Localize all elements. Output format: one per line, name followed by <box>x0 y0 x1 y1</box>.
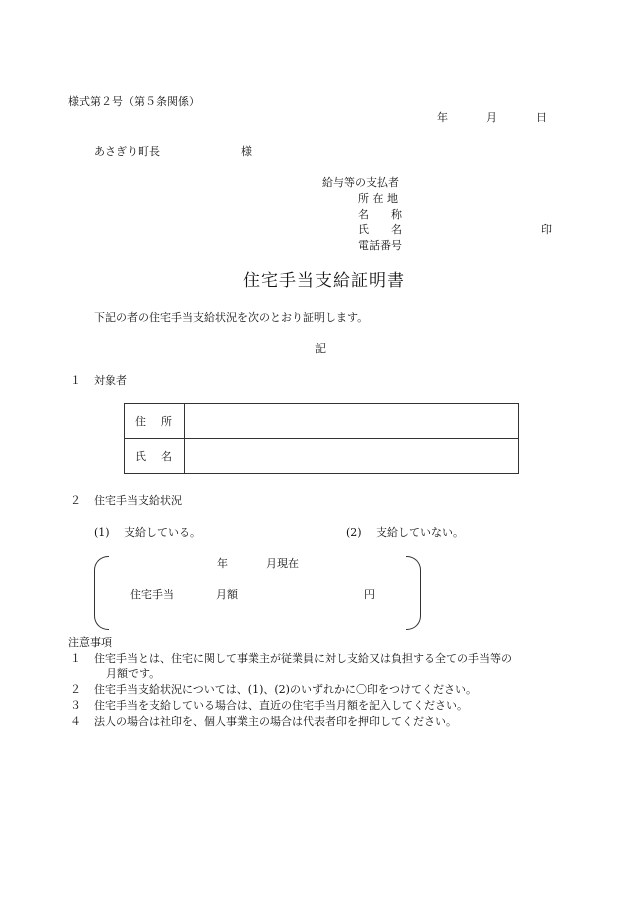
note-number: ２ <box>70 683 81 696</box>
subject-table <box>124 403 519 474</box>
note-number: ３ <box>70 699 81 712</box>
note-text-continued: 月額です。 <box>106 667 161 680</box>
table-row <box>125 404 519 439</box>
note-text: 住宅手当とは、住宅に関して事業主が従業員に対し支給又は負担する全ての手当等の <box>94 652 512 665</box>
status-month-current: 月現在 <box>266 557 299 570</box>
name-label: 氏 名 <box>125 439 185 474</box>
note-text: 法人の場合は社印を、個人事業主の場合は代表者印を押印してください。 <box>94 715 457 728</box>
bracket-left <box>94 556 109 630</box>
note-text: 住宅手当を支給している場合は、直近の住宅手当月額を記入してください。 <box>94 699 468 712</box>
addressee-honorific: 様 <box>241 145 252 158</box>
section2-number: ２ <box>70 494 81 507</box>
monthly-label: 月額 <box>216 588 238 601</box>
section1-number: １ <box>70 374 81 387</box>
option1-number: (1) <box>94 526 110 539</box>
payer-person-label: 氏 名 <box>358 223 402 236</box>
name-field[interactable] <box>185 439 519 474</box>
payer-heading: 給与等の支払者 <box>322 176 399 189</box>
yen-label: 円 <box>364 588 375 601</box>
notes-heading: 注意事項 <box>68 636 112 649</box>
form-number: 様式第２号（第５条関係） <box>68 95 200 108</box>
addressee-mayor: あさぎり町長 <box>94 145 160 158</box>
address-field[interactable] <box>185 404 519 439</box>
allowance-label: 住宅手当 <box>130 588 174 601</box>
date-month-label: 月 <box>486 111 497 124</box>
option2-text: 支給していない。 <box>376 526 464 539</box>
payer-phone-label: 電話番号 <box>358 239 402 252</box>
option2-number: (2) <box>346 526 362 539</box>
section1-heading: 対象者 <box>94 374 127 387</box>
note-text: 住宅手当支給状況については、(1)、(2)のいずれかに〇印をつけてください。 <box>94 683 477 696</box>
note-number: ４ <box>70 715 81 728</box>
payer-name-label: 名 称 <box>358 208 402 221</box>
section2-heading: 住宅手当支給状況 <box>94 494 182 507</box>
note-number: １ <box>70 652 81 665</box>
option1-text: 支給している。 <box>124 526 201 539</box>
date-day-label: 日 <box>536 111 547 124</box>
intro-text: 下記の者の住宅手当支給状況を次のとおり証明します。 <box>94 311 369 324</box>
seal-mark: 印 <box>541 223 552 236</box>
status-year-label: 年 <box>217 557 228 570</box>
date-year-label: 年 <box>437 111 448 124</box>
page-title: 住宅手当支給証明書 <box>243 271 405 291</box>
bracket-right <box>406 556 421 630</box>
ki-label: 記 <box>315 342 326 355</box>
payer-address-label: 所 在 地 <box>358 192 398 205</box>
table-row <box>125 439 519 474</box>
address-label: 住 所 <box>125 404 185 439</box>
